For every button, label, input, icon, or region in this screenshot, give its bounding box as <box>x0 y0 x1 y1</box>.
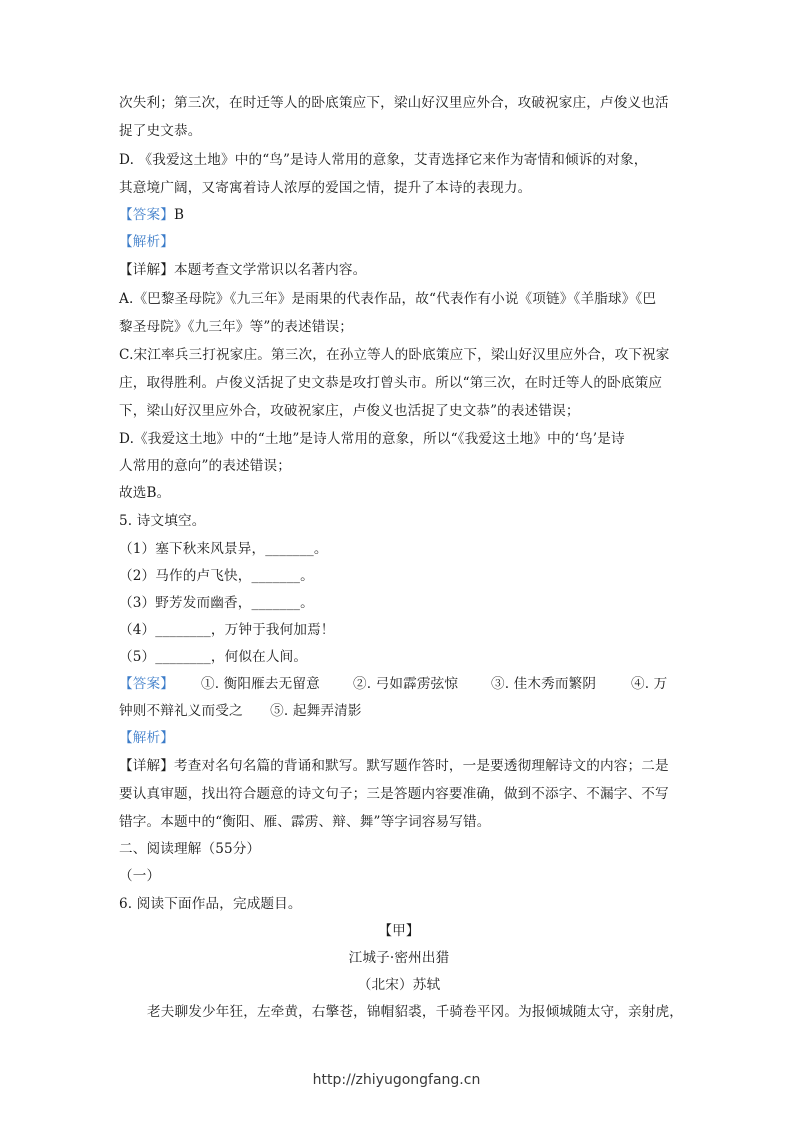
poem-line: 老夫聊发少年狂，左牵黄，右擎苍，锦帽貂裘，千骑卷平冈。为报倾城随太守，亲射虎， <box>147 1004 684 1020</box>
analysis-tag: 【解析】 <box>119 234 174 250</box>
text-line: 下，梁山好汉里应外合，攻破祝家庄，卢俊义也活捉了史文恭”的表述错误； <box>119 403 580 419</box>
question-6-title: 6. 阅读下面作品，完成题目。 <box>119 896 302 912</box>
text-line: 故选B。 <box>119 485 171 501</box>
text-line: C.宋江率兵三打祝家庄。第三次，在孙立等人的卧底策应下，梁山好汉里应外合，攻下祝家 <box>119 347 670 363</box>
question-item: （2）马作的卢飞快，_______。 <box>119 568 314 584</box>
text-line: 次失利；第三次，在时迁等人的卧底策应下，梁山好汉里应外合，攻破祝家庄，卢俊义也活 <box>119 95 669 111</box>
text-line: 错字。本题中的“衡阳、雁、霹雳、辩、舞”等字词容易写错。 <box>119 814 491 830</box>
text-line: 其意境广阔，又寄寓着诗人浓厚的爱国之情，提升了本诗的表现力。 <box>119 180 532 196</box>
answer-item: ③. 佳木秀而繁阴 <box>491 676 597 692</box>
text-line: A.《巴黎圣母院》《九三年》是雨果的代表作品，故“代表作有小说《项链》《羊脂球》《巴 <box>119 291 657 307</box>
answer-item: ①. 衡阳雁去无留意 <box>201 676 320 692</box>
option-d-line: D. 《我爱这土地》中的“鸟”是诗人常用的意象，艾青选择它来作为寄情和倾诉的对象， <box>119 152 648 168</box>
analysis-tag: 【解析】 <box>119 730 174 746</box>
passage-label: 【甲】 <box>378 923 420 939</box>
text-line: 要认真审题，找出符合题意的诗文句子；三是答题内容要准确，做到不添字、不漏字、不写 <box>119 786 669 802</box>
answer-line <box>119 206 184 224</box>
text-line: 人常用的意向”的表述错误； <box>119 458 292 474</box>
detail-line <box>119 757 669 775</box>
detail-text: 考查对名句名篇的背诵和默写。默写题作答时，一是要透彻理解诗文的内容；二是 <box>173 758 669 774</box>
answer-continued: 钟则不辩礼义而受之 ⑤. 起舞弄清影 <box>119 703 362 719</box>
answer-item: ④. 万 <box>631 676 668 692</box>
section-heading: 二、阅读理解（55分） <box>119 841 261 857</box>
question-item: （1）塞下秋来风景异，_______。 <box>119 541 328 557</box>
footer-url: http://zhiyugongfang.cn <box>312 1072 481 1088</box>
poem-title: 江城子·密州出猎 <box>348 950 450 966</box>
question-item: （4）________，万钟于我何加焉！ <box>119 622 335 638</box>
detail-line: 【详解】本题考查文学常识以名著内容。 <box>119 262 367 278</box>
answer-line <box>119 675 679 693</box>
text-line: 捉了史文恭。 <box>119 123 202 139</box>
question-item: （3）野芳发而幽香，_______。 <box>119 595 314 611</box>
subsection-heading: （一） <box>119 868 161 884</box>
answer-tag: 【答案】 <box>119 207 174 223</box>
question-5-title: 5. 诗文填空。 <box>119 513 206 529</box>
question-item: （5）________，何似在人间。 <box>119 649 308 665</box>
text-line: 黎圣母院》《九三年》等”的表述错误； <box>119 319 353 335</box>
poem-author: （北宋）苏轼 <box>357 977 441 993</box>
answer-item: ②. 弓如霹雳弦惊 <box>353 676 459 692</box>
answer-value: B <box>173 207 185 223</box>
answer-tag: 【答案】 <box>119 676 174 692</box>
text-line: 庄，取得胜利。卢俊义活捉了史文恭是攻打曾头市。所以“第三次，在时迁等人的卧底策应 <box>119 375 663 391</box>
detail-tag: 【详解】 <box>119 758 174 774</box>
text-line: D.《我爱这土地》中的“土地”是诗人常用的意象，所以“《我爱这土地》中的‘鸟’是诗 <box>119 431 625 447</box>
